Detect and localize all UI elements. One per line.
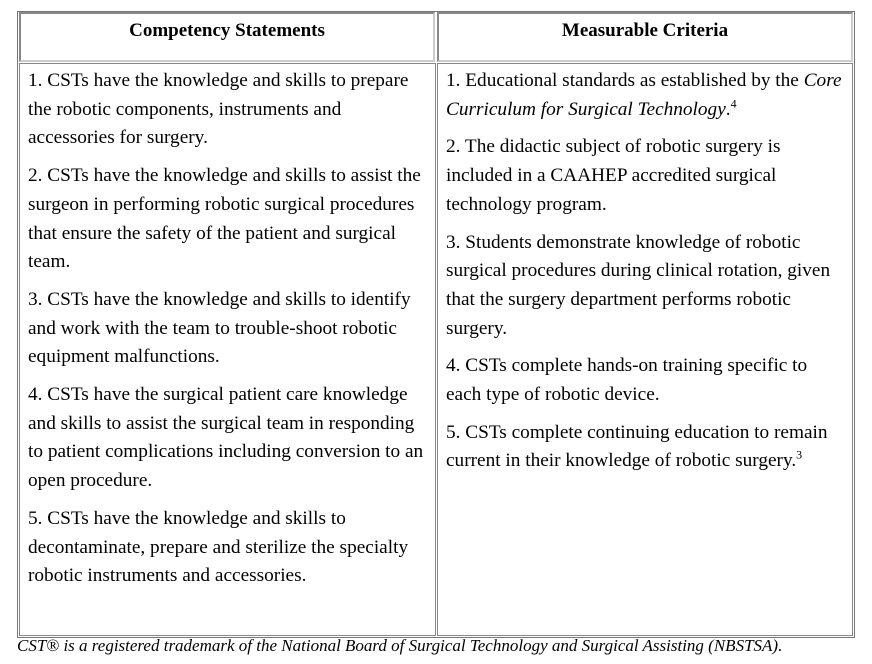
- criteria-text: 5. CSTs complete continuing education to remain current in their knowledge of robotic surgery.: [446, 421, 828, 472]
- criteria-column: [437, 63, 853, 636]
- competency-item: 2. CSTs have the knowledge and skills to assist the surgeon in performing robotic surgical procedures that ensure the safety of the patient and surgical team.: [28, 165, 421, 273]
- criteria-item: [446, 67, 844, 124]
- competency-table: [17, 11, 855, 638]
- criteria-item: [446, 419, 844, 476]
- citation: 3: [796, 448, 803, 463]
- criteria-text: .: [725, 98, 731, 120]
- competency-column: [19, 63, 436, 636]
- citation: 4: [730, 96, 737, 111]
- footnote: CST® is a registered trademark of the National Board of Surgical Technology and Surgical Assisting (NBSTSA).: [17, 636, 783, 655]
- competency-item: 3. CSTs have the knowledge and skills to identify and work with the team to trouble-shoot robotic equipment malfunctions.: [28, 288, 411, 368]
- criteria-item: 2. The didactic subject of robotic surgery is included in a CAAHEP accredited surgical technology program.: [446, 136, 781, 215]
- header-measurable-criteria: Measurable Criteria: [437, 12, 853, 62]
- book-title: Core Curriculum for Surgical Technology: [446, 70, 842, 120]
- header-competency-statements: Competency Statements: [19, 12, 435, 62]
- criteria-item: 4. CSTs complete hands-on training specific to each type of robotic device.: [446, 355, 808, 406]
- competency-item: 4. CSTs have the surgical patient care knowledge and skills to assist the surgical team in responding to patient complications including conversion to an open procedure.: [28, 384, 424, 492]
- criteria-text: 1. Educational standards as established by the: [446, 70, 804, 91]
- criteria-item: 3. Students demonstrate knowledge of robotic surgical procedures during clinical rotation, given that the surgery department performs robotic surgery.: [446, 231, 831, 339]
- competency-item: 1. CSTs have the knowledge and skills to prepare the robotic components, instruments and accessories for surgery.: [28, 70, 409, 149]
- competency-item: 5. CSTs have the knowledge and skills to decontaminate, prepare and sterilize the specialty robotic instruments and accessories.: [28, 507, 409, 587]
